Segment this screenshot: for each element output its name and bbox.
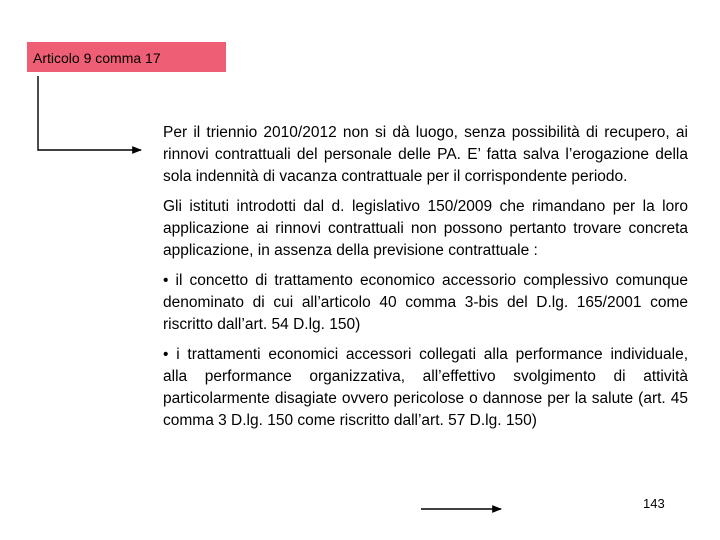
article-title: Articolo 9 comma 17: [33, 50, 161, 66]
slide-content: [163, 122, 688, 432]
paragraph-freeze: Per il triennio 2010/2012 non si dà luogo, senza possibilità di recupero, ai rinnovi contrattuali del personale delle PA. E’ fatta salva l’erogazione della sola indennità di vacanza contrattuale per il corrispondente periodo.: [163, 124, 688, 185]
page-number: 143: [643, 496, 665, 511]
elbow-arrow-icon: [38, 76, 141, 150]
bullet-performance: • i trattamenti economici accessori collegati alla performance individuale, alla performance organizzativa, all’effettivo svolgimento di attività particolarmente disagiate ovvero pericolose o dannose per la salute (art. 45 comma 3 D.lg. 150 come riscritto dall’art. 57 D.lg. 150): [163, 346, 688, 429]
bullet-economic-treatment: • il concetto di trattamento economico accessorio complessivo comunque denominato di cui all’articolo 40 comma 3-bis del D.lg. 165/2001 come riscritto dall’art. 54 D.lg. 150): [163, 272, 688, 333]
paragraph-institutes: Gli istituti introdotti dal d. legislativo 150/2009 che rimandano per la loro applicazione ai rinnovi contrattuali non possono pertanto trovare concreta applicazione, in assenza della previsione contrattuale :: [163, 198, 688, 259]
